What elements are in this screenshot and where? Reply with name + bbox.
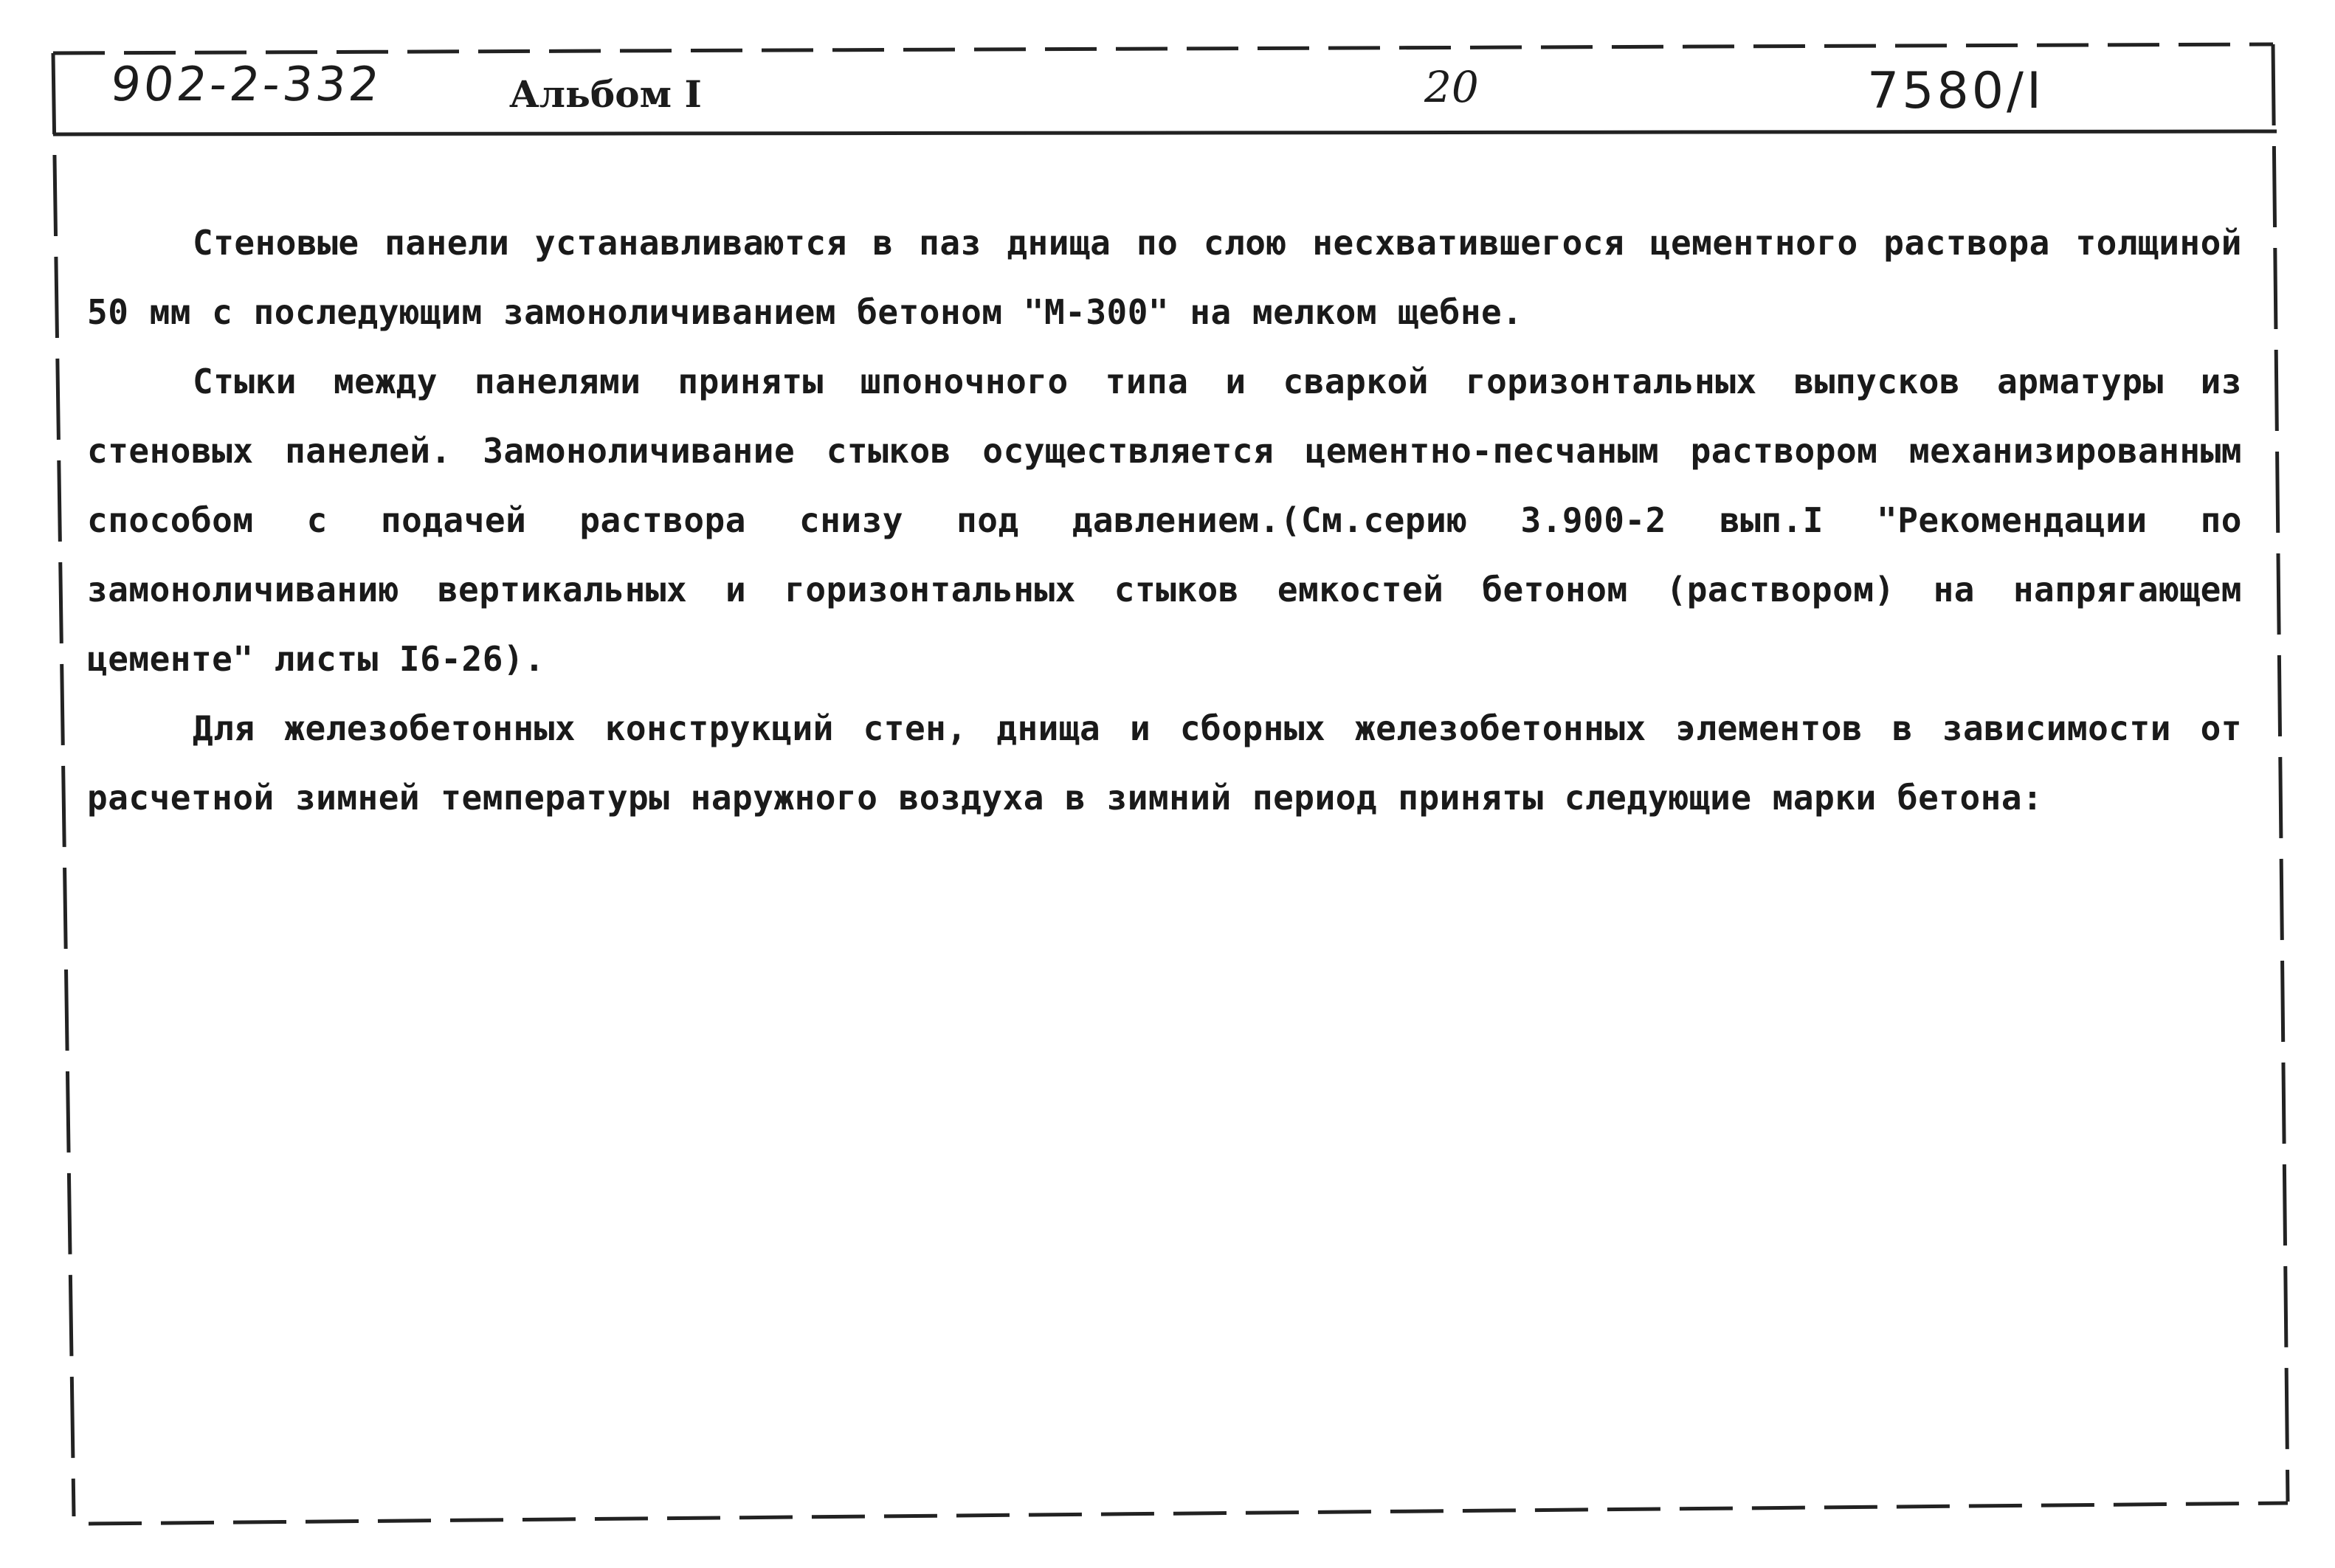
paragraph-wall-panels: Стеновые панели устанавливаются в паз днища по слою несхватившегося цементного раствора толщиной 50 мм с последующим замоноличиванием бетоном "М-300" на мелком щебне. [87,223,2242,332]
paragraph-joints: Стыки между панелями приняты шпоночного типа и сваркой горизонтальных выпусков арматуры из стеновых панелей. Замоноличивание стыков осуществляется цементно-песчаным раствором механизированным способом с подачей раствора снизу под давлением.(См.серию 3.900-2 вып.I "Рекомендации по замоноличиванию вертикальных и горизонтальных стыков емкостей бетоном (раствором) на напрягающем цементе" листы I6-26). [87,362,2242,679]
sheet-number: 20 [1424,62,1479,112]
paragraph-concrete-grades: Для железобетонных конструкций стен, днища и сборных железобетонных элементов в зависимости от расчетной зимней температуры наружного воздуха в зимний период приняты следующие марки бетона: [87,708,2242,818]
inventory-number: 7580/I [1867,62,2045,120]
document-code: 902-2-332 [108,58,385,112]
document-body [87,208,2242,832]
album-label: Альбом I [509,72,702,116]
